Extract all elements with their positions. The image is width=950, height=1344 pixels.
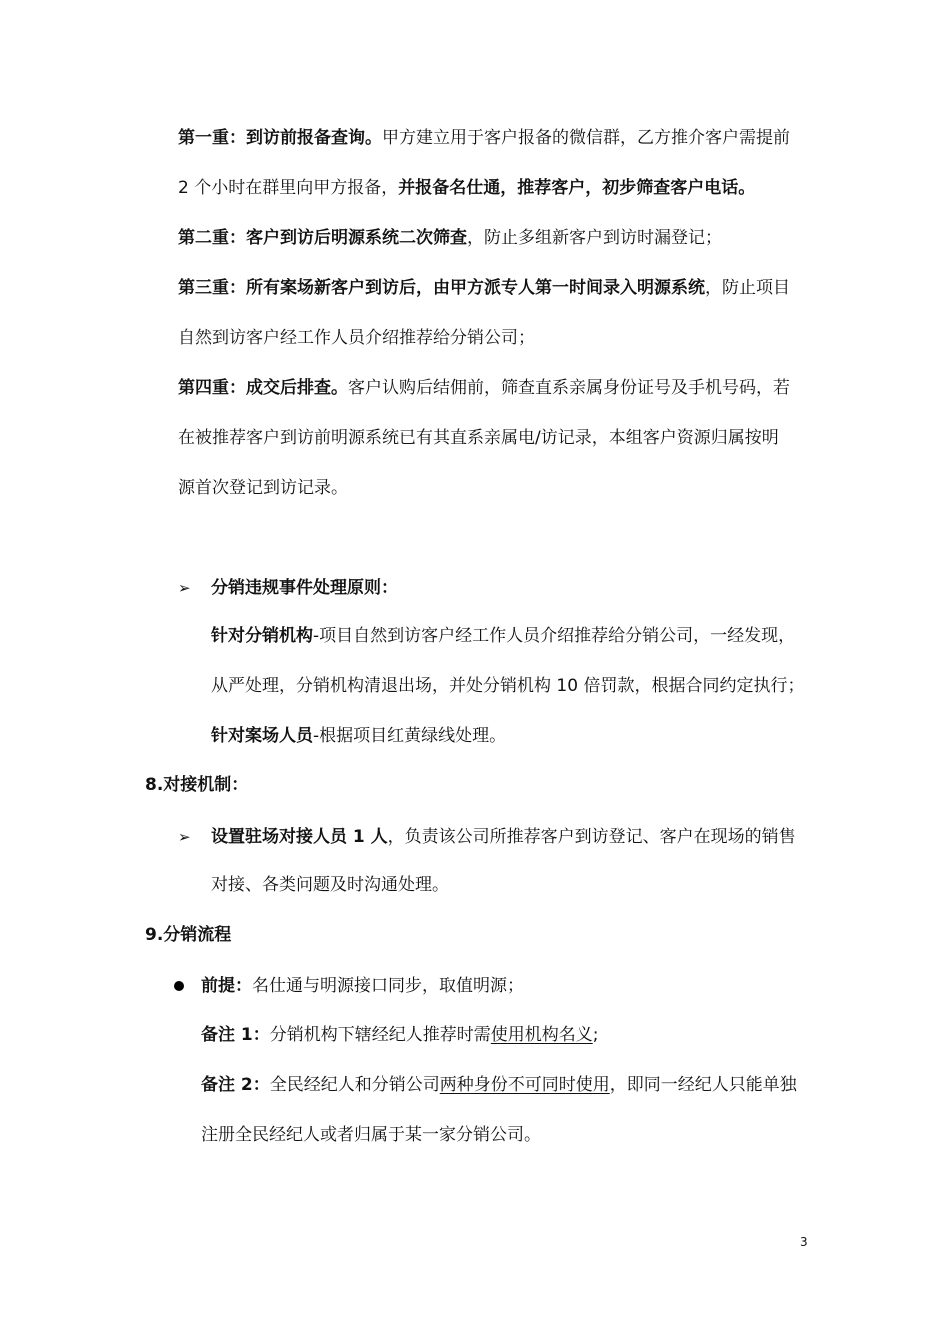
check-3-title: 第三重：所有案场新客户到访后，由甲方派专人第一时间录入明源系统	[178, 278, 705, 298]
check-4-title: 第四重：成交后排查。	[178, 378, 348, 398]
check-2-text: ，防止多组新客户到访时漏登记；	[467, 228, 722, 248]
violation-line-1	[211, 624, 795, 648]
note-2-label: 备注 2：	[201, 1075, 270, 1095]
check-4-text: 客户认购后结佣前，筛查直系亲属身份证号及手机号码，若	[348, 378, 790, 398]
check-1-text-2: 2 个小时在群里向甲方报备，	[178, 178, 399, 198]
note-2-end: ，即同一经纪人只能单独	[609, 1075, 797, 1095]
check-3-text: ，防止项目	[705, 278, 790, 298]
section-8-heading: 8.对接机制：	[145, 775, 249, 795]
section-8-bold: 设置驻场对接人员 1 人	[211, 827, 388, 847]
violation-line-2: 从严处理，分销机构清退出场，并处分销机构 10 倍罚款，根据合同约定执行；	[211, 676, 805, 696]
check-1-line-1	[178, 126, 790, 150]
bullet-dot-icon	[174, 981, 184, 991]
premise-text: 名仕通与明源接口同步，取值明源；	[252, 976, 524, 996]
premise-line	[201, 974, 524, 998]
note-1-label: 备注 1：	[201, 1025, 270, 1045]
note-1-end: ;	[592, 1025, 599, 1045]
check-3-line-1	[178, 276, 790, 300]
violation-staff-label: 针对案场人员	[211, 726, 313, 746]
section-8-line-1	[211, 825, 796, 849]
check-3-line-2: 自然到访客户经工作人员介绍推荐给分销公司；	[178, 328, 535, 348]
check-1-title: 第一重：到访前报备查询。	[178, 128, 382, 148]
note-1-underlined: 使用机构名义	[490, 1025, 593, 1045]
check-1-bold-2: 并报备名仕通，推荐客户，初步筛查客户电话。	[398, 178, 756, 198]
note-2-line-1	[201, 1073, 797, 1097]
check-4-line-2: 在被推荐客户到访前明源系统已有其直系亲属电/访记录，本组客户资源归属按明	[178, 428, 779, 448]
note-2-underlined: 两种身份不可同时使用	[439, 1075, 610, 1095]
check-2-title: 第二重：客户到访后明源系统二次筛查	[178, 228, 467, 248]
check-4-line-3: 源首次登记到访记录。	[178, 478, 348, 498]
violation-line-3	[211, 724, 506, 748]
note-2-text: 全民经纪人和分销公司	[269, 1075, 440, 1095]
check-1-line-2	[178, 176, 755, 200]
violation-agency-text: -项目自然到访客户经工作人员介绍推荐给分销公司，一经发现，	[313, 626, 796, 646]
violation-title: 分销违规事件处理原则：	[211, 578, 398, 598]
section-9-heading: 9.分销流程	[145, 925, 232, 945]
page-number: 3	[800, 1235, 808, 1249]
violation-staff-text: -根据项目红黄绿线处理。	[313, 726, 507, 746]
note-1-text: 分销机构下辖经纪人推荐时需	[269, 1025, 491, 1045]
arrow-bullet-icon: ➢	[178, 828, 191, 846]
note-1-line	[201, 1023, 598, 1047]
check-4-line-1	[178, 376, 790, 400]
premise-label: 前提：	[201, 976, 252, 996]
check-1-text: 甲方建立用于客户报备的微信群，乙方推介客户需提前	[382, 128, 790, 148]
arrow-bullet-icon: ➢	[178, 579, 191, 597]
note-2-line-2: 注册全民经纪人或者归属于某一家分销公司。	[201, 1125, 541, 1145]
violation-agency-label: 针对分销机构	[211, 626, 313, 646]
section-8-line-2: 对接、各类问题及时沟通处理。	[211, 875, 449, 895]
section-8-text: ，负责该公司所推荐客户到访登记、客户在现场的销售	[387, 827, 796, 847]
check-2-line	[178, 226, 722, 250]
